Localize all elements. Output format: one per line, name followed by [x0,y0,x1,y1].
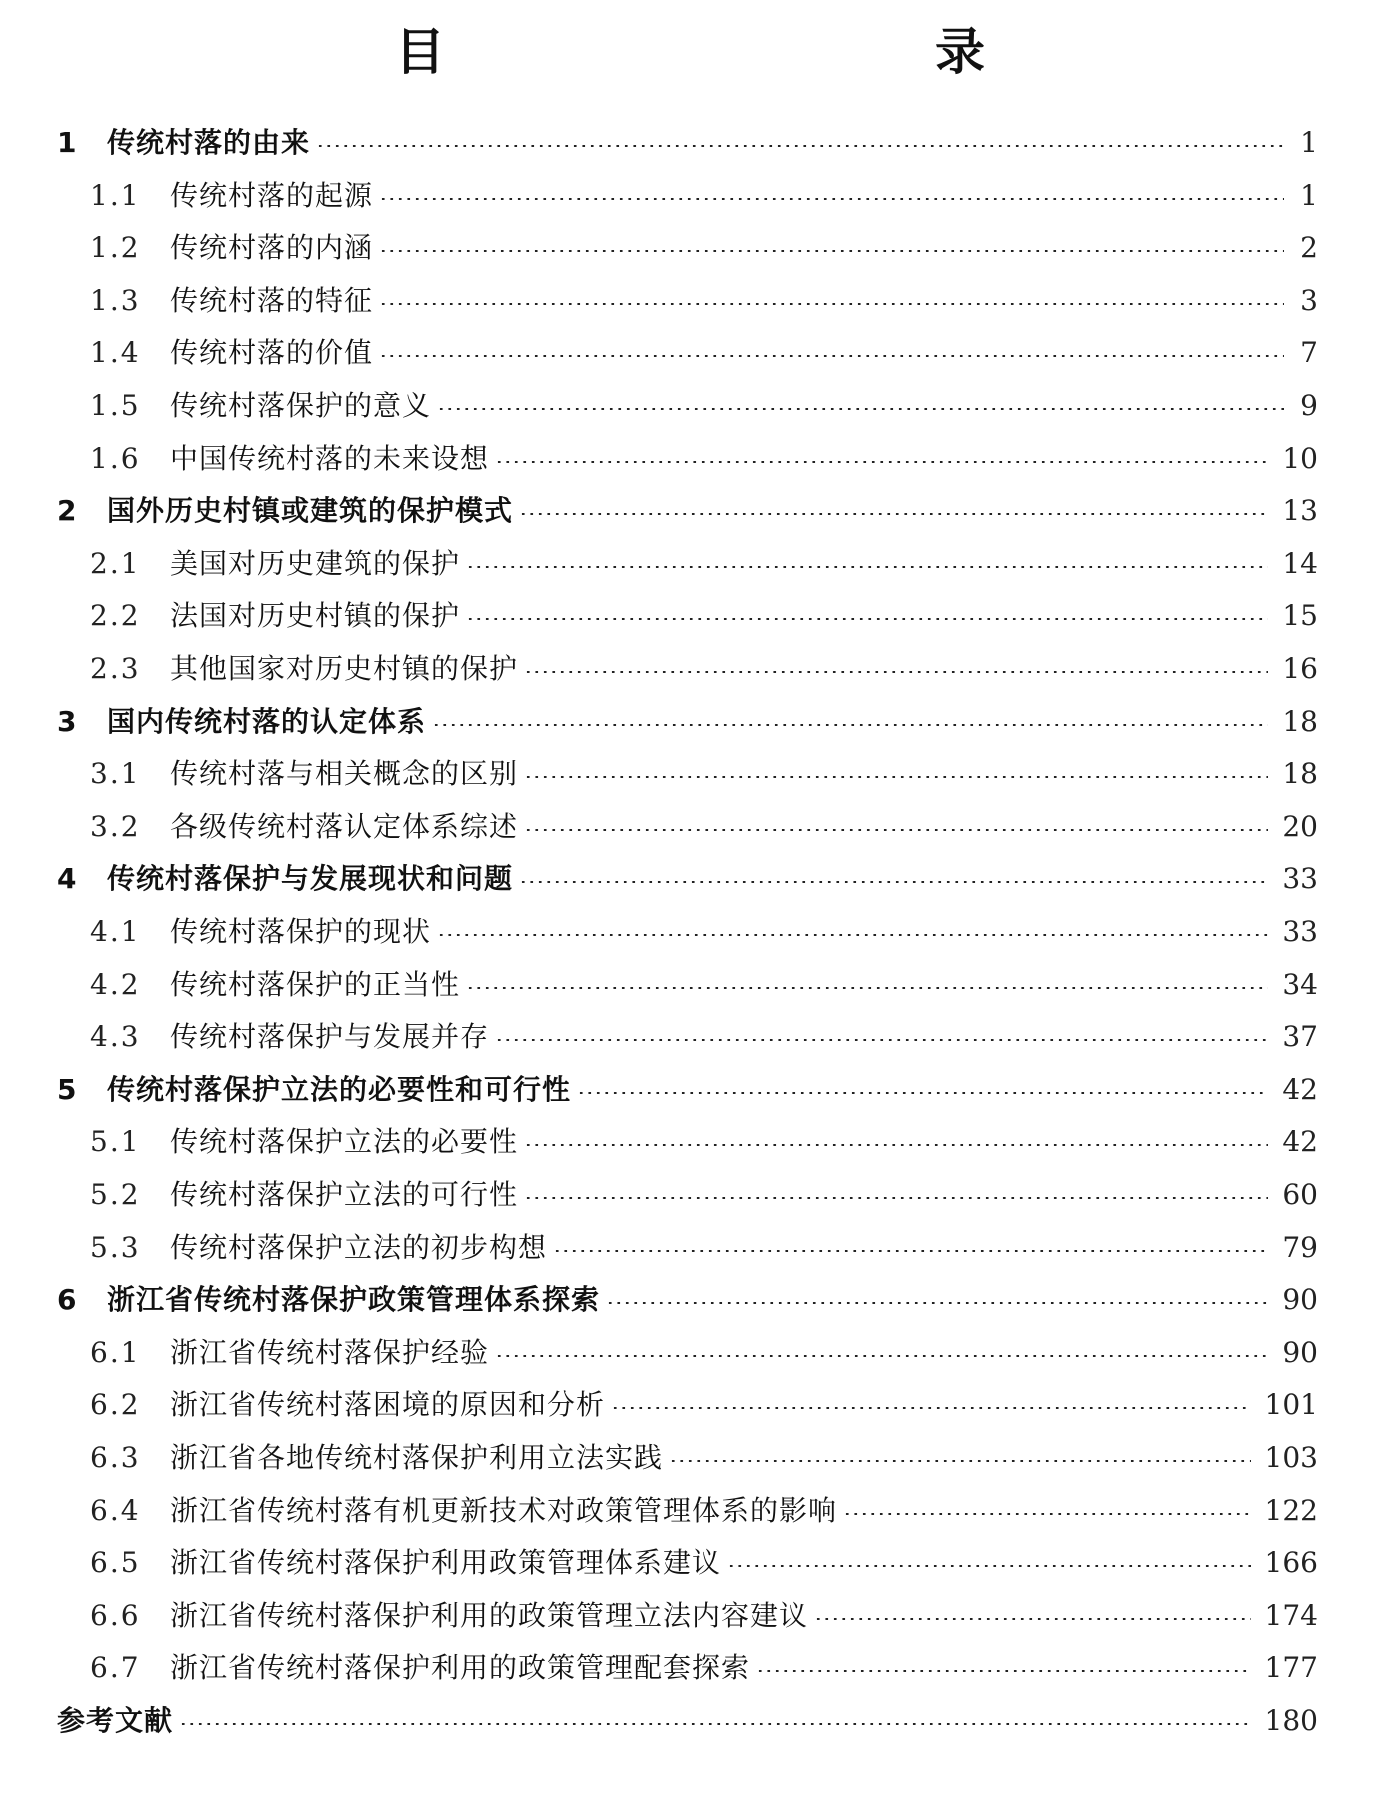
toc-entry-page-number: 18 [1282,757,1318,791]
toc-entry-number: 2.1 [90,546,141,580]
toc-entry-title: 传统村落的价值 [170,336,374,370]
toc-entry-title: 传统村落的内涵 [170,231,374,265]
toc-entry-number: 4.2 [90,967,141,1001]
dot-leader [466,566,1268,568]
toc-entry-page-number: 20 [1282,809,1318,843]
toc-entry-page-number: 37 [1282,1020,1318,1054]
toc-section-entry[interactable] [0,538,1318,590]
toc-entry-number: 6.4 [90,1493,141,1527]
toc-entry-page-number: 122 [1264,1493,1318,1527]
toc-entry-page-number: 3 [1300,283,1318,317]
toc-entry-title: 其他国家对历史村镇的保护 [170,652,519,685]
toc-section-entry[interactable] [0,222,1318,274]
toc-entry-number: 2.2 [90,599,141,633]
toc-entry-title: 传统村落保护的现状 [170,915,432,948]
toc-entry-title: 传统村落的特征 [170,283,374,317]
toc-section-entry[interactable] [0,801,1318,853]
dot-leader [756,1670,1251,1672]
toc-entry-title: 国外历史村镇或建筑的保护模式 [107,494,514,528]
dot-leader [379,198,1284,200]
toc-section-entry[interactable] [0,1485,1318,1537]
dot-leader [379,303,1284,305]
toc-section-entry[interactable] [0,906,1318,958]
toc-entry-title: 传统村落保护的意义 [170,389,432,422]
toc-entry-number: 3.1 [90,757,141,791]
toc-section-entry[interactable] [0,1222,1318,1274]
toc-entry-page-number: 174 [1264,1598,1318,1632]
toc-entry-title: 浙江省传统村落保护利用政策管理体系建议 [170,1546,722,1580]
toc-entry-page-number: 7 [1300,336,1318,370]
dot-leader [179,1723,1251,1725]
toc-entry-title: 浙江省传统村落保护利用的政策管理立法内容建议 [170,1598,809,1632]
toc-entry-page-number: 33 [1282,915,1318,948]
toc-entry-title: 国内传统村落的认定体系 [107,704,427,738]
toc-entry-page-number: 14 [1282,546,1318,580]
dot-leader [553,1250,1268,1252]
toc-section-entry[interactable] [0,748,1318,800]
toc-entry-title: 传统村落的由来 [107,126,311,159]
toc-section-entry[interactable] [0,327,1318,379]
toc-section-entry[interactable] [0,1379,1318,1431]
dot-leader [466,987,1268,989]
toc-entry-page-number: 79 [1282,1230,1318,1264]
toc-chapter-entry[interactable] [0,117,1318,169]
toc-entry-page-number: 9 [1300,389,1318,422]
dot-leader [814,1618,1251,1620]
toc-entry-title: 中国传统村落的未来设想 [170,441,490,475]
dot-leader [432,724,1268,726]
toc-entry-page-number: 90 [1282,1283,1318,1317]
dot-leader [524,671,1268,673]
dot-leader [379,355,1284,357]
toc-entry-page-number: 42 [1282,1125,1318,1159]
toc-section-entry[interactable] [0,959,1318,1011]
toc-entry-title: 传统村落保护与发展并存 [170,1020,490,1054]
toc-section-entry[interactable] [0,433,1318,485]
toc-entry-number: 6.2 [90,1388,141,1422]
dot-leader [524,776,1268,778]
dot-leader [437,408,1284,410]
dot-leader [843,1513,1251,1515]
toc-entry-number: 5 [57,1072,77,1106]
dot-leader [379,250,1284,252]
toc-entry-page-number: 1 [1300,126,1318,159]
toc-entry-title: 参考文献 [57,1704,174,1737]
toc-entry-number: 1.2 [90,231,141,265]
toc-entry-page-number: 60 [1282,1178,1318,1211]
dot-leader [495,461,1268,463]
toc-entry-number: 2 [57,494,77,528]
toc-entry-number: 1.1 [90,178,141,212]
toc-section-entry[interactable] [0,1537,1318,1589]
dot-leader [519,881,1268,883]
dot-leader [466,618,1268,620]
toc-entry-number: 2.3 [90,652,141,685]
dot-leader [495,1355,1268,1357]
toc-section-entry[interactable] [0,1327,1318,1379]
toc-chapter-entry[interactable] [0,853,1318,905]
toc-entry-page-number: 177 [1264,1651,1318,1685]
toc-entry-page-number: 13 [1282,494,1318,528]
toc-section-entry[interactable] [0,1590,1318,1642]
toc-entry-number: 3 [57,704,77,738]
dot-leader [437,934,1268,936]
page-title: 目 录 [395,23,1115,81]
dot-leader [611,1407,1251,1409]
toc-entry-number: 1 [57,126,77,159]
dot-leader [519,513,1268,515]
toc-entry-title: 美国对历史建筑的保护 [170,546,461,580]
toc-entry-page-number: 90 [1282,1335,1318,1369]
toc-section-entry[interactable] [0,1642,1318,1694]
toc-entry-title: 传统村落保护的正当性 [170,967,461,1001]
toc-entry-number: 4.3 [90,1020,141,1054]
dot-leader [316,145,1284,147]
toc-entry-number: 6 [57,1283,77,1317]
toc-entry-number: 4.1 [90,915,141,948]
toc-entry-number: 6.7 [90,1651,141,1685]
dot-leader [495,1039,1268,1041]
toc-entry-number: 5.1 [90,1125,141,1159]
toc-section-entry[interactable] [0,170,1318,222]
toc-entry-title: 传统村落的起源 [170,178,374,212]
toc-entry-number: 1.3 [90,283,141,317]
toc-entry-number: 1.6 [90,441,141,475]
toc-chapter-entry[interactable] [0,696,1318,748]
toc-section-entry[interactable] [0,380,1318,432]
toc-entry-title: 各级传统村落认定体系综述 [170,809,519,843]
toc-chapter-entry[interactable] [0,1274,1318,1326]
toc-entry-page-number: 166 [1264,1546,1318,1580]
toc-entry-page-number: 33 [1282,862,1318,896]
toc-entry-page-number: 34 [1282,967,1318,1001]
toc-entry-title: 浙江省传统村落保护政策管理体系探索 [107,1283,601,1317]
toc-entry-title: 传统村落保护立法的必要性和可行性 [107,1072,572,1106]
dot-leader [669,1460,1251,1462]
toc-entry-title: 浙江省各地传统村落保护利用立法实践 [170,1441,664,1474]
toc-entry-number: 1.4 [90,336,141,370]
toc-entry-page-number: 2 [1300,231,1318,265]
toc-entry-number: 3.2 [90,809,141,843]
toc-entry-page-number: 180 [1264,1704,1318,1737]
toc-entry-title: 传统村落保护立法的可行性 [170,1178,519,1211]
dot-leader [524,1144,1268,1146]
toc-entry-references[interactable] [0,1695,1318,1747]
toc-section-entry[interactable] [0,1432,1318,1484]
toc-entry-title: 传统村落保护与发展现状和问题 [107,862,514,896]
toc-entry-page-number: 18 [1282,704,1318,738]
toc-entry-number: 6.5 [90,1546,141,1580]
toc-section-entry[interactable] [0,1116,1318,1168]
toc-entry-title: 传统村落保护立法的初步构想 [170,1230,548,1264]
toc-entry-page-number: 101 [1264,1388,1318,1422]
toc-entry-number: 6.1 [90,1335,141,1369]
toc-entry-page-number: 10 [1282,441,1318,475]
dot-leader [727,1565,1251,1567]
toc-entry-number: 4 [57,862,77,896]
toc-entry-title: 浙江省传统村落保护经验 [170,1335,490,1369]
dot-leader [524,1197,1268,1199]
toc-entry-number: 6.3 [90,1441,141,1474]
dot-leader [606,1302,1268,1304]
toc-entry-title: 浙江省传统村落保护利用的政策管理配套探索 [170,1651,751,1685]
toc-entry-page-number: 16 [1282,652,1318,685]
toc-chapter-entry[interactable] [0,1064,1318,1116]
toc-entry-title: 浙江省传统村落困境的原因和分析 [170,1388,606,1422]
toc-entry-number: 1.5 [90,389,141,422]
toc-section-entry[interactable] [0,1011,1318,1063]
toc-entry-title: 传统村落与相关概念的区别 [170,757,519,791]
dot-leader [577,1092,1268,1094]
toc-entry-title: 传统村落保护立法的必要性 [170,1125,519,1159]
toc-entry-title: 法国对历史村镇的保护 [170,599,461,633]
toc-section-entry[interactable] [0,275,1318,327]
toc-section-entry[interactable] [0,1169,1318,1221]
dot-leader [524,829,1268,831]
toc-entry-number: 6.6 [90,1598,141,1632]
toc-entry-title: 浙江省传统村落有机更新技术对政策管理体系的影响 [170,1493,838,1527]
toc-entry-number: 5.2 [90,1178,141,1211]
toc-chapter-entry[interactable] [0,485,1318,537]
toc-section-entry[interactable] [0,590,1318,642]
toc-section-entry[interactable] [0,643,1318,695]
toc-entry-page-number: 42 [1282,1072,1318,1106]
toc-entry-number: 5.3 [90,1230,141,1264]
toc-entry-page-number: 1 [1300,178,1318,212]
toc-entry-page-number: 103 [1264,1441,1318,1474]
toc-entry-page-number: 15 [1282,599,1318,633]
